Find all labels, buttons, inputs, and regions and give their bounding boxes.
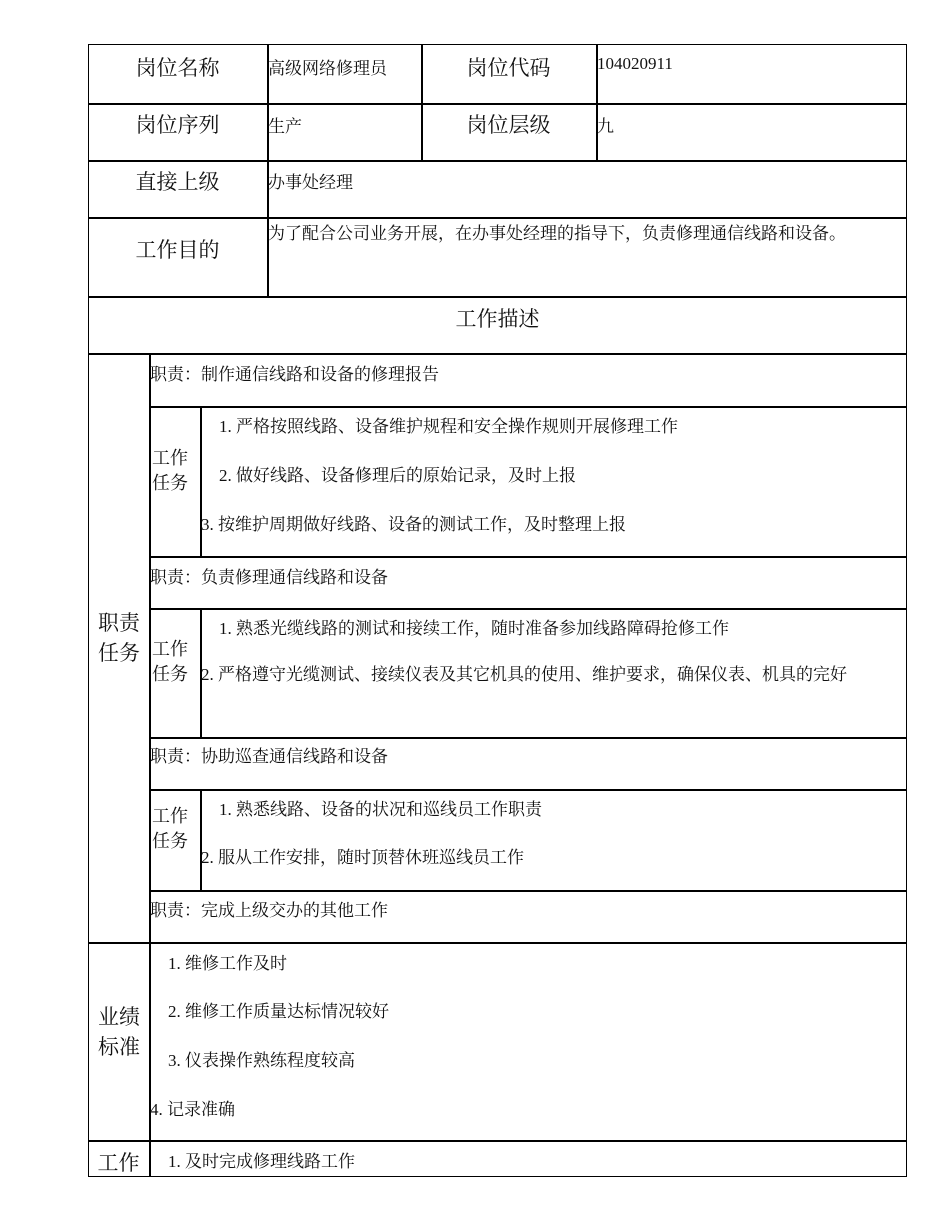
row-divider: [88, 217, 907, 219]
row-divider: [149, 789, 907, 791]
task-item: 1. 熟悉光缆线路的测试和接续工作，随时准备参加线路障碍抢修工作: [219, 619, 729, 638]
duty-title: 职责：负责修理通信线路和设备: [150, 568, 388, 587]
row-divider: [88, 942, 907, 944]
description-title: 工作描述: [455, 307, 540, 331]
work-label: 工作: [97, 1151, 140, 1175]
task-item: 2. 服从工作安排，随时顶替休班巡线员工作: [201, 848, 524, 867]
purpose-label: 工作目的: [135, 238, 220, 262]
task-label: 工作任务: [152, 806, 188, 851]
task-label: 工作任务: [152, 639, 188, 684]
performance-item: 2. 维修工作质量达标情况较好: [168, 1002, 389, 1021]
row-divider: [149, 890, 907, 892]
position-code-label: 岗位代码: [466, 56, 551, 80]
supervisor-value: 办事处经理: [268, 173, 353, 192]
performance-item: 3. 仪表操作熟练程度较高: [168, 1051, 355, 1070]
position-name-label: 岗位名称: [135, 56, 220, 80]
row-divider: [149, 608, 907, 610]
purpose-value: 为了配合公司业务开展，在办事处经理的指导下，负责修理通信线路和设备。: [268, 224, 846, 243]
duty-title: 职责：协助巡查通信线路和设备: [150, 747, 388, 766]
task-col-divider: [200, 789, 202, 890]
sequence-value: 生产: [268, 117, 302, 136]
task-item: 1. 严格按照线路、设备维护规程和安全操作规则开展修理工作: [219, 417, 678, 436]
duties-label: 职责任务: [98, 611, 140, 665]
duty-title: 职责：完成上级交办的其他工作: [150, 901, 388, 920]
task-item: 2. 严格遵守光缆测试、接续仪表及其它机具的使用、维护要求，确保仪表、机具的完好: [201, 665, 847, 684]
position-name-value: 高级网络修理员: [268, 59, 387, 78]
work-item: 1. 及时完成修理线路工作: [168, 1152, 355, 1171]
sequence-label: 岗位序列: [135, 113, 220, 137]
row-divider: [88, 353, 907, 355]
performance-item: 4. 记录准确: [150, 1100, 235, 1119]
row-divider: [149, 737, 907, 739]
level-label: 岗位层级: [466, 113, 551, 137]
duty-title: 职责：制作通信线路和设备的修理报告: [150, 365, 439, 384]
task-item: 3. 按维护周期做好线路、设备的测试工作，及时整理上报: [201, 515, 626, 534]
supervisor-label: 直接上级: [135, 170, 220, 194]
row-divider: [88, 103, 907, 105]
row-divider: [88, 1140, 907, 1142]
level-value: 九: [597, 117, 614, 136]
row-divider: [88, 160, 907, 162]
row-divider: [149, 556, 907, 558]
performance-label: 业绩标准: [98, 1005, 140, 1059]
task-item: 2. 做好线路、设备修理后的原始记录，及时上报: [219, 466, 576, 485]
row-divider: [149, 406, 907, 408]
task-item: 1. 熟悉线路、设备的状况和巡线员工作职责: [219, 800, 542, 819]
position-code-value: 104020911: [597, 54, 673, 73]
row-divider: [88, 296, 907, 298]
task-label: 工作任务: [152, 448, 188, 493]
performance-item: 1. 维修工作及时: [168, 954, 287, 973]
